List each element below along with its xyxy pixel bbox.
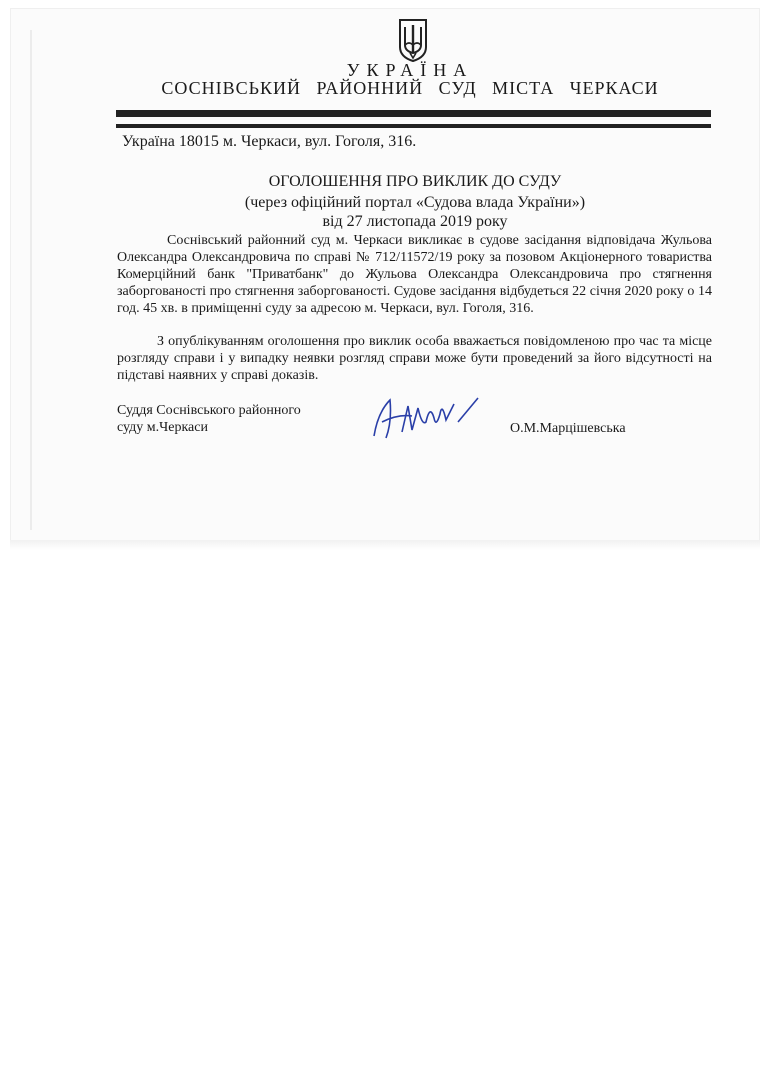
- court-address: Україна 18015 м. Черкаси, вул. Гоголя, 316.: [122, 133, 417, 150]
- judge-title-line-2: суду м.Черкаси: [117, 420, 208, 435]
- notice-paragraph-1: Соснівський районний суд м. Черкаси викликає в судове засідання відповідача Жульова Олександра Олександровича по справі № 712/11572/19 року за позовом Акціонерного товариства Комерційний банк "Приватбанк" до Жульова Олександра Олександровича про стягнення заборгованості про стягнення заборгованості. Судове засідання відбудеться 22 січня 2020 року о 14 год. 45 хв. в приміщенні суду за адресою м. Черкаси, вул. Гоголя, 316.: [117, 233, 712, 316]
- scan-bottom-edge: [10, 540, 760, 550]
- handwritten-signature: [368, 392, 483, 442]
- scan-edge: [30, 30, 32, 530]
- header-rule-thick: [116, 110, 711, 117]
- country-name: УКРАЇНА: [346, 60, 474, 80]
- notice-paragraph-2: З опублікуванням оголошення про виклик особа вважається повідомленою про час та місце розгляду справи і у випадку неявки розгляд справи може бути проведений за його відсутності на підставі наявних у справі доказів.: [117, 334, 712, 383]
- trident-emblem-icon: [397, 17, 429, 63]
- notice-subtitle: (через офіційний портал «Судова влада України»): [244, 194, 586, 211]
- judge-name: О.М.Марцішевська: [510, 421, 626, 436]
- notice-title: ОГОЛОШЕННЯ ПРО ВИКЛИК ДО СУДУ: [268, 173, 562, 190]
- notice-date: від 27 листопада 2019 року: [322, 213, 508, 230]
- header-rule-thin: [116, 124, 711, 128]
- judge-title-line-1: Суддя Соснівського районного: [117, 403, 301, 418]
- court-name: СОСНІВСЬКИЙ РАЙОННИЙ СУД МІСТА ЧЕРКАСИ: [161, 78, 659, 98]
